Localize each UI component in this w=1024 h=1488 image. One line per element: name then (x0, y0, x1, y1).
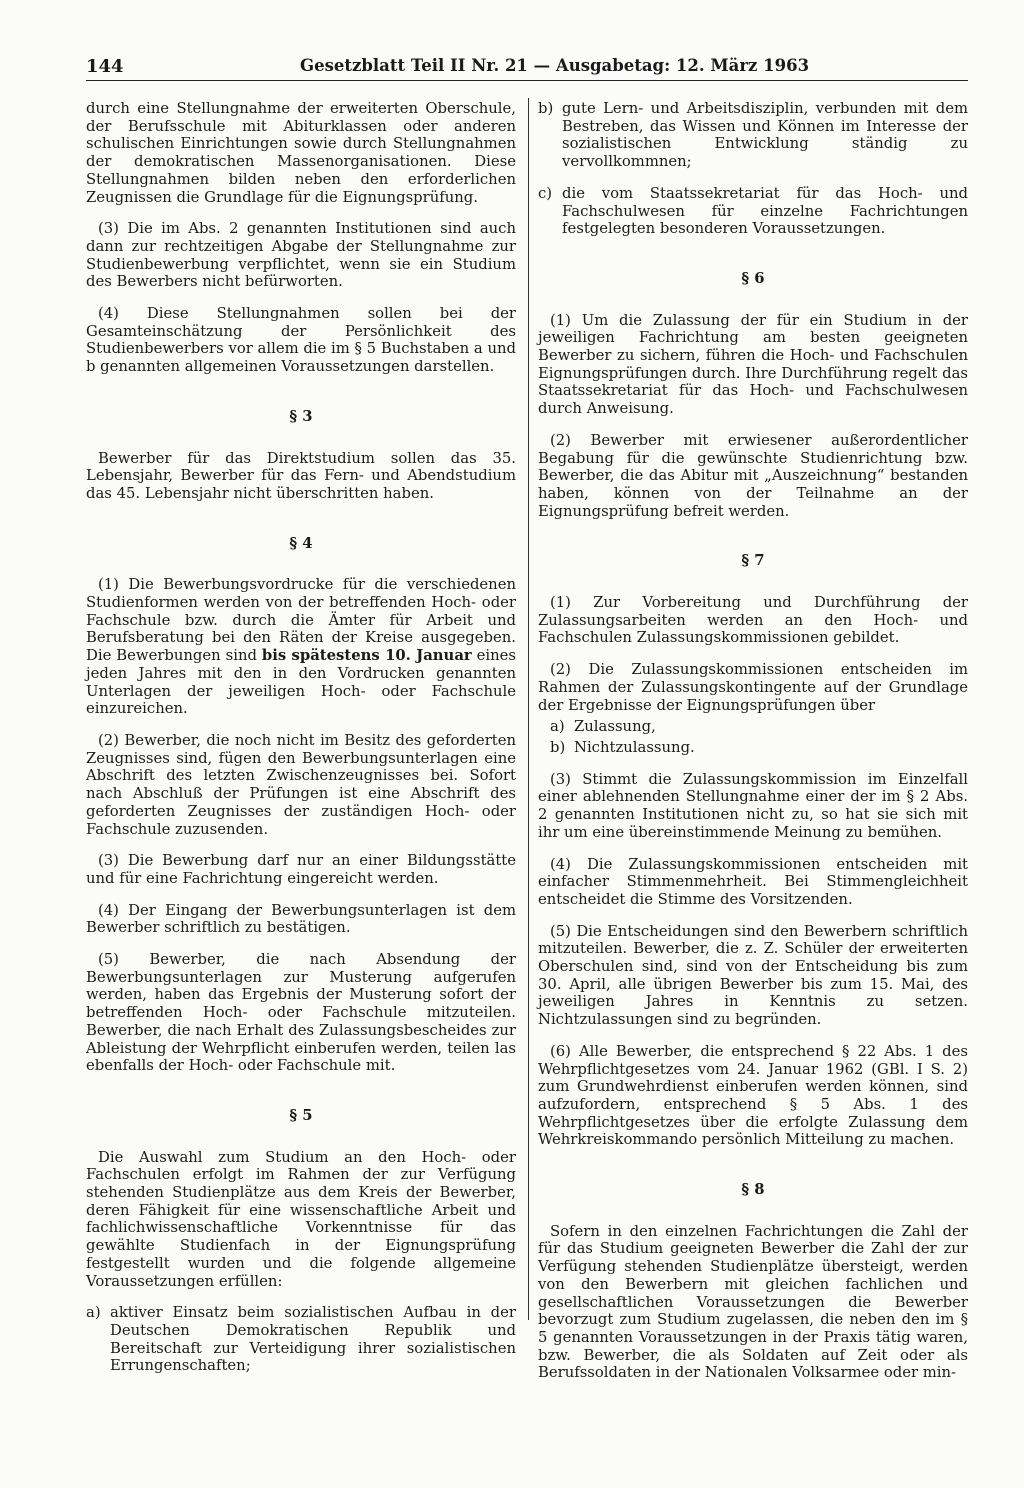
header-rule (86, 80, 968, 81)
paragraph: (2) Bewerber, die noch nicht im Besitz des geforderten Zeugnisses sind, fügen den Bewerbungsunterlagen eine Abschrift des letzten Zwischenzeugnisses bei. Sofort nach Abschluß der Prüfungen ist eine Abschrift des geforderten Zeugnisses der zuständigen Hoch- oder Fachschule zuzusenden. (86, 731, 516, 838)
deadline-emphasis: bis spätestens 10. Januar (261, 647, 472, 665)
section-heading: § 4 (289, 534, 313, 552)
section-heading: § 5 (289, 1106, 313, 1124)
page-number: 144 (86, 56, 124, 77)
section-heading: § 6 (741, 269, 765, 287)
list-label: a) (86, 1304, 101, 1322)
text-run: eines jeden Jahres mit den in den Vordrucken genannten Unterlagen der jeweiligen Hoch- oder Fachschule einzureichen. (86, 647, 516, 718)
paragraph: Die Auswahl zum Studium an den Hoch- oder Fachschulen erfolgt im Rahmen der zur Verfügung stehenden Studienplätze aus dem Kreis der Bewerber, deren Fähigkeit für eine wissenschaftliche Arbeit und fachlichwissenschaftliche Vorkenntnisse für das gewählte Studienfach in der Eignungsprüfung festgestellt wurden und die folgende allgemeine Voraussetzungen erfüllen: (86, 1148, 516, 1290)
list-item (538, 185, 968, 238)
list-item (538, 739, 968, 757)
paragraph: (5) Bewerber, die nach Absendung der Bewerbungsunterlagen zur Musterung aufgerufen werden, haben das Ergebnis der Musterung sofort der betreffenden Hoch- oder Fachschule mitzuteilen. Bewerber, die nach Erhalt des Zulassungsbescheides zur Ableistung der Wehrpflicht einberufen werden, teilen las ebenfalls der Hoch- oder Fachschule mit. (86, 951, 516, 1075)
section-heading: § 3 (289, 407, 313, 425)
paragraph: durch eine Stellungnahme der erweiterten Oberschule, der Berufsschule mit Abiturklassen oder anderen schulischen Einrichtungen sowie durch Stellungnahmen der demokratischen Massenorganisationen. Diese Stellungnahmen bilden neben den erforderlichen Zeugnissen die Grundlage für die Eignungsprüfung. (86, 100, 516, 206)
running-title: Gesetzblatt Teil II Nr. 21 — Ausgabetag: 12. März 1963 (300, 56, 810, 75)
paragraph: (4) Der Eingang der Bewerbungsunterlagen ist dem Bewerber schriftlich zu bestätigen. (86, 901, 516, 937)
paragraph: (3) Stimmt die Zulassungskommission im Einzelfall einer ablehnenden Stellungnahme einer der im § 2 Abs. 2 genannten Institutionen nicht zu, so hat sie sich mit ihr um eine übereinstimmende Meinung zu bemühen. (538, 770, 968, 841)
paragraph: (1) Zur Vorbereitung und Durchführung der Zulassungsarbeiten werden an den Hoch- und Fachschulen Zulassungskommissionen gebildet. (538, 594, 968, 647)
list-text: aktiver Einsatz beim sozialistischen Aufbau in der Deutschen Demokratischen Republik und Bereitschaft zur Verteidigung ihrer sozialistischen Errungenschaften; (110, 1304, 516, 1375)
paragraph: (3) Die Bewerbung darf nur an einer Bildungsstätte und für eine Fachrichtung eingereicht werden. (86, 852, 516, 887)
paragraph: (2) Die Zulassungskommissionen entscheiden im Rahmen der Zulassungskontingente auf der Grundlage der Ergebnisse der Eignungsprüfungen über (538, 661, 968, 714)
paragraph: (2) Bewerber mit erwiesener außerordentlicher Begabung für die gewünschte Studienrichtung bzw. Bewerber, die das Abitur mit „Auszeichnung“ bestanden haben, können von der Teilnahme an der Eignungsprüfung befreit werden. (538, 431, 968, 520)
paragraph: (1) Um die Zulassung der für ein Studium in der jeweiligen Fachrichtung am besten geeigneten Bewerber zu sichern, führen die Hoch- und Fachschulen Eignungsprüfungen durch. Ihre Durchführung regelt das Staatssekretariat für das Hoch- und Fachschulwesen durch Anweisung. (538, 311, 968, 418)
paragraph: Bewerber für das Direktstudium sollen das 35. Lebensjahr, Bewerber für das Fern- und Abendstudium das 45. Lebensjahr nicht überschritten haben. (86, 449, 516, 502)
column-divider (528, 98, 529, 1320)
list-label: c) (538, 184, 553, 202)
text-run: (1) Die Bewerbungsvordrucke für die verschiedenen Studienformen werden von der betreffenden Hoch- oder Fachschule bzw. durch die Ämter für Arbeit und Berufsberatung bei den Räten der Kreise ausgegeben. Die Bewerbungen sind (86, 576, 516, 665)
paragraph: (6) Alle Bewerber, die entsprechend § 22 Abs. 1 des Wehrpflichtgesetzes vom 24. Januar 1962 (GBl. I S. 2) zum Grundwehrdienst einberufen werden können, sind aufzufordern, entsprechend § 5 Abs. 1 des Wehrpflichtgesetzes über die erfolgte Zulassung dem Wehrkreiskommando persönlich Mitteilung zu machen. (538, 1042, 968, 1149)
paragraph: (4) Die Zulassungskommissionen entscheiden mit einfacher Stimmenmehrheit. Bei Stimmengleichheit entscheidet die Stimme des Vorsitzenden. (538, 855, 968, 908)
list-text: Nichtzulassung. (574, 738, 695, 756)
paragraph: (5) Die Entscheidungen sind den Bewerbern schriftlich mitzuteilen. Bewerber, die z. Z. Schüler der erweiterten Oberschulen sind, sind von der Entscheidung bis zum 30. April, alle übrigen Bewerber bis zum 15. Mai, des jeweiligen Jahres in Kenntnis zu setzen. Nichtzulassungen sind zu begründen. (538, 922, 968, 1029)
paragraph (86, 576, 516, 718)
list-item (538, 100, 968, 171)
list-item (86, 1304, 516, 1375)
section-heading: § 7 (741, 552, 765, 570)
list-text: gute Lern- und Arbeitsdisziplin, verbunden mit dem Bestreben, das Wissen und Können im Interesse der sozialistischen Entwicklung ständig zu vervollkommnen; (562, 100, 968, 171)
left-column (86, 100, 516, 1378)
paragraph: Sofern in den einzelnen Fachrichtungen die Zahl der für das Studium geeigneten Bewerber die Zahl der zur Verfügung stehenden Studienplätze übersteigt, werden von den Bewerbern mit gleichen fachlichen und gesellschaftlichen Voraussetzungen die Bewerber bevorzugt zum Studium zugelassen, die neben den im § 5 genannten Voraussetzungen in der Praxis tätig waren, bzw. Bewerber, die als Soldaten auf Zeit oder als Berufssoldaten in der Nationalen Volksarmee oder min- (538, 1222, 968, 1382)
list-label: b) (550, 738, 566, 756)
list-text: Zulassung, (574, 718, 656, 736)
list-item (538, 718, 968, 736)
list-label: a) (550, 718, 565, 736)
paragraph: (4) Diese Stellungnahmen sollen bei der Gesamteinschätzung der Persönlichkeit des Studienbewerbers vor allem die im § 5 Buchstaben a und b genannten allgemeinen Voraussetzungen darstellen. (86, 305, 516, 376)
right-column (538, 100, 968, 1396)
paragraph: (3) Die im Abs. 2 genannten Institutionen sind auch dann zur rechtzeitigen Abgabe der Stellungnahme zur Studienbewerbung verpflichtet, wenn sie ein Studium des Bewerbers nicht befürworten. (86, 220, 516, 291)
section-heading: § 8 (741, 1181, 765, 1199)
list-label: b) (538, 100, 554, 117)
list-text: die vom Staatssekretariat für das Hoch- und Fachschulwesen für einzelne Fachrichtungen festgelegten besonderen Voraussetzungen. (562, 184, 968, 238)
